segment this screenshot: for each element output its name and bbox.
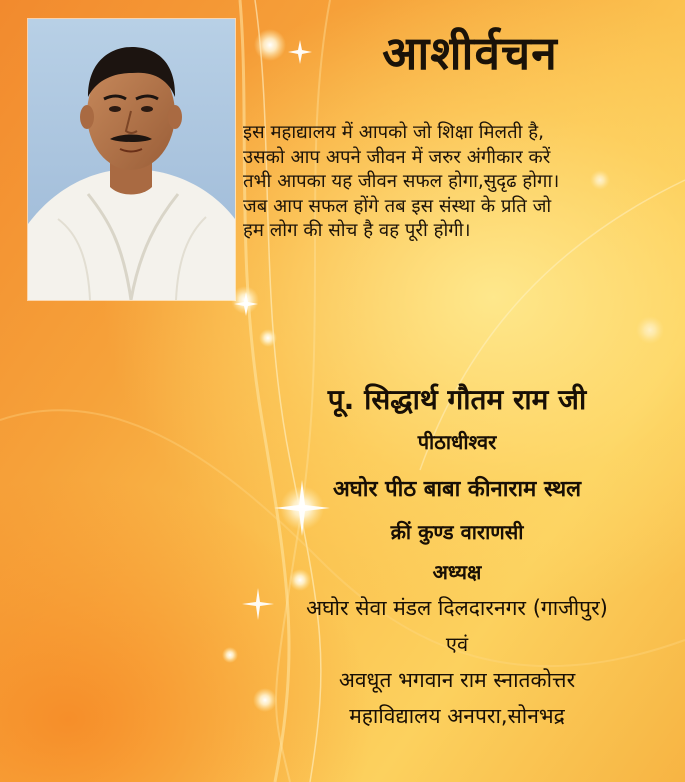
college-line-2: महाविद्यालय अनपरा,सोनभद्र: [349, 704, 565, 728]
conjunction-text: एवं: [445, 632, 469, 656]
signatory-role: अध्यक्ष: [432, 560, 482, 584]
college-line-1: अवधूत भगवान राम स्नातकोत्तर: [338, 668, 576, 692]
page-title: आशीर्वचन: [382, 26, 558, 80]
message-line: उसको आप अपने जीवन में जरुर अंगीकार करें: [243, 146, 551, 168]
portrait-photo: [28, 19, 235, 300]
blessing-message: [243, 121, 683, 244]
signatory-title: पीठाधीश्वर: [417, 430, 497, 454]
place-line-2: क्रीं कुण्ड वाराणसी: [390, 520, 524, 544]
organization-name: अघोर सेवा मंडल दिलदारनगर (गाजीपुर): [306, 596, 608, 620]
signature-block: [232, 380, 682, 728]
signatory-name: पू. सिद्धार्थ गौतम राम जी: [327, 383, 587, 416]
portrait-illustration: [28, 19, 235, 300]
message-line: जब आप सफल होंगे तब इस संस्था के प्रति जो: [243, 195, 552, 217]
place-line-1: अघोर पीठ बाबा कीनाराम स्थल: [332, 477, 582, 502]
message-line: हम लोग की सोच है वह पूरी होगी।: [243, 220, 471, 241]
message-line: इस महाद्यालय में आपको जो शिक्षा मिलती है,: [243, 122, 545, 143]
message-line: तभी आपका यह जीवन सफल होगा,सुदृढ होगा।: [243, 171, 560, 192]
